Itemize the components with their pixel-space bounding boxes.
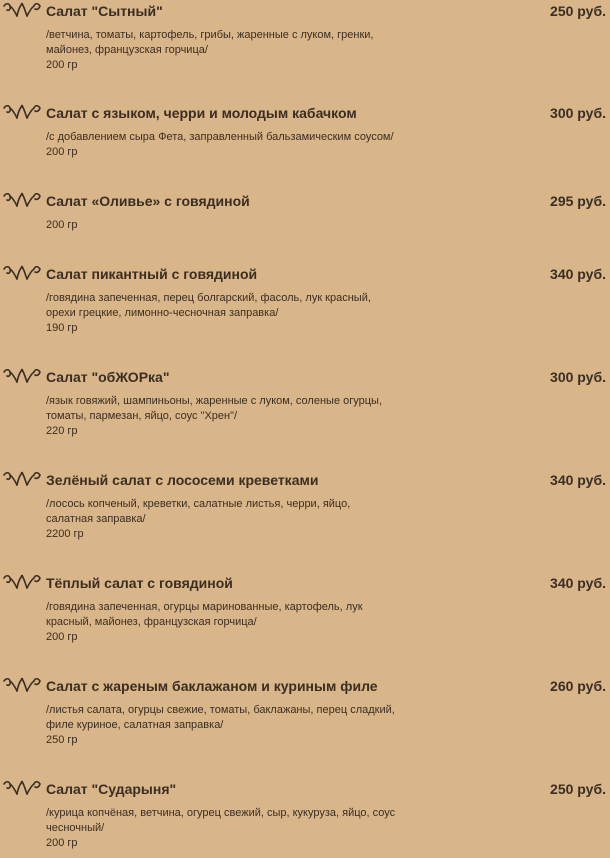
description-line: /листья салата, огурцы свежие, томаты, баклажаны, перец сладкий, [46, 704, 395, 716]
item-weight: 220 гр [46, 425, 78, 437]
item-weight: 200 гр [46, 146, 78, 158]
item-weight: 200 гр [46, 219, 78, 231]
item-title: Салат «Оливье» с говядиной [46, 193, 250, 209]
item-price: 260 руб. [550, 678, 606, 694]
item-weight: 250 гр [46, 734, 78, 746]
item-description [46, 28, 466, 73]
item-weight: 190 гр [46, 322, 78, 334]
description-line: /говядина запеченная, перец болгарский, фасоль, лук красный, [46, 292, 371, 304]
item-description [46, 703, 466, 748]
flourish-ornament-icon [2, 104, 42, 120]
item-description [46, 394, 466, 439]
item-description [46, 291, 466, 336]
description-line: красный, майонез, французская горчица/ [46, 616, 257, 628]
item-title: Салат "Сударыня" [46, 781, 177, 797]
item-title: Тёплый салат с говядиной [46, 575, 233, 591]
flourish-ornament-icon [2, 2, 42, 18]
description-line: /с добавлением сыра Фета, заправленный бальзамическим соусом/ [46, 131, 394, 143]
item-title: Зелёный салат с лососеми креветками [46, 472, 319, 488]
flourish-ornament-icon [2, 265, 42, 281]
item-description [46, 600, 466, 645]
item-price: 340 руб. [550, 472, 606, 488]
item-price: 250 руб. [550, 3, 606, 19]
item-price: 340 руб. [550, 575, 606, 591]
item-price: 300 руб. [550, 105, 606, 121]
item-title: Салат с языком, черри и молодым кабачком [46, 105, 357, 121]
description-line: майонез, французская горчица/ [46, 44, 208, 56]
flourish-ornament-icon [2, 574, 42, 590]
description-line: филе куриное, салатная заправка/ [46, 719, 224, 731]
item-weight: 200 гр [46, 837, 78, 849]
item-price: 300 руб. [550, 369, 606, 385]
description-line: /говядина запеченная, огурцы маринованные, картофель, лук [46, 601, 363, 613]
item-title: Салат "обЖОРка" [46, 369, 170, 385]
item-title: Салат "Сытный" [46, 3, 163, 19]
item-price: 250 руб. [550, 781, 606, 797]
description-line: томаты, пармезан, яйцо, соус "Хрен"/ [46, 410, 238, 422]
item-price: 340 руб. [550, 266, 606, 282]
description-line: чесночный/ [46, 822, 105, 834]
flourish-ornament-icon [2, 677, 42, 693]
flourish-ornament-icon [2, 368, 42, 384]
description-line: /лосось копченый, креветки, салатные листья, черри, яйцо, [46, 498, 351, 510]
description-line: салатная заправка/ [46, 513, 146, 525]
flourish-ornament-icon [2, 471, 42, 487]
description-line: орехи грецкие, лимонно-чесночная заправка/ [46, 307, 279, 319]
item-weight: 200 гр [46, 631, 78, 643]
description-line: /курица копчёная, ветчина, огурец свежий, сыр, кукуруза, яйцо, соус [46, 807, 396, 819]
item-description [46, 806, 466, 851]
item-weight: 200 гр [46, 59, 78, 71]
description-line: /ветчина, томаты, картофель, грибы, жаренные с луком, гренки, [46, 29, 374, 41]
item-description [46, 130, 466, 160]
item-title: Салат пикантный с говядиной [46, 266, 258, 282]
item-title: Салат с жареным баклажаном и куриным филе [46, 678, 378, 694]
description-line: /язык говяжий, шампиньоны, жаренные с луком, соленые огурцы, [46, 395, 382, 407]
item-description [46, 218, 466, 233]
item-description [46, 497, 466, 542]
item-weight: 2200 гр [46, 528, 84, 540]
flourish-ornament-icon [2, 780, 42, 796]
flourish-ornament-icon [2, 192, 42, 208]
item-price: 295 руб. [550, 193, 606, 209]
